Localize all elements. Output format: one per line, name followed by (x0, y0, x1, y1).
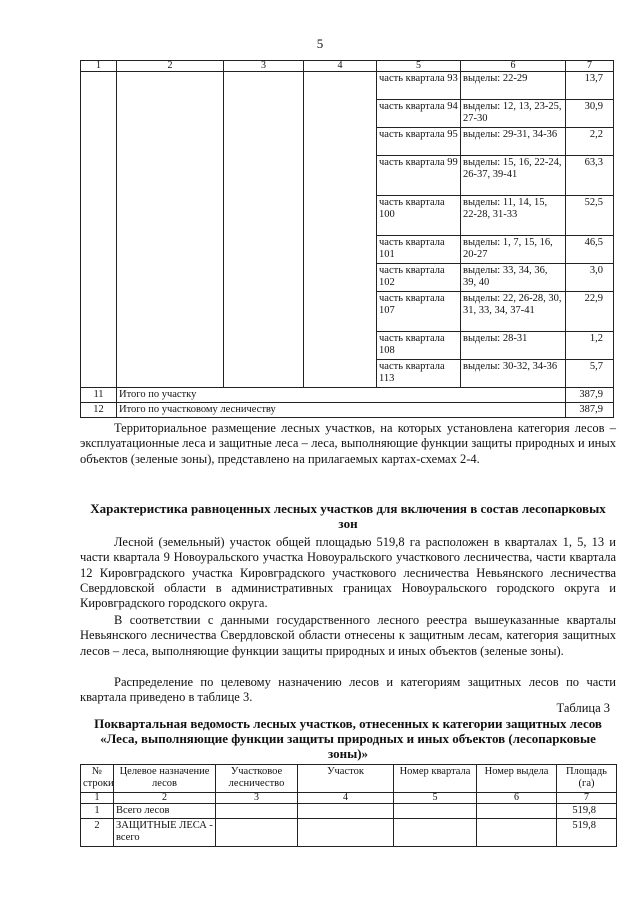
empty-cell (477, 804, 557, 819)
empty-cell (216, 804, 298, 819)
empty-cell (81, 72, 117, 388)
column-header: № строки (81, 765, 114, 793)
paragraph-land-plot: Лесной (земельный) участок общей площадью 519,8 га расположен в кварталах 1, 5, 13 и части квартала 9 Новоуральского участка Новоуральского участкового лесничества, части квартала 12 Кировградского участка Кировградского участкового лесничества Невьянского лесничества Свердловской области в административных границах Новоуральского городского округа и Кировградского городского округа. (80, 535, 616, 611)
total-row (81, 403, 614, 418)
quarter-cell: часть квартала 93 (377, 72, 461, 100)
total-area: 387,9 (566, 403, 614, 418)
area-cell: 519,8 (557, 819, 617, 847)
table-title: Поквартальная ведомость лесных участков, отнесенных к категории защитных лесов «Леса, выполняющие функции защиты природных и иных объектов (лесопарковые зоны)» (94, 716, 602, 761)
plots-cell: выделы: 22, 26-28, 30, 31, 33, 34, 37-41 (461, 292, 566, 332)
paragraph-territorial-placement: Территориальное размещение лесных участков, на которых установлена категория лесов – эксплуатационные леса и защитные леса – леса, выполняющие функции защиты природных и иных объектов (зеленые зоны), представлено на прилагаемых картах-схемах 2-4. (80, 421, 616, 466)
column-number: 5 (394, 793, 477, 804)
area-cell: 5,7 (566, 360, 614, 388)
column-number: 7 (566, 61, 614, 72)
area-cell: 52,5 (566, 196, 614, 236)
empty-cell (477, 819, 557, 847)
table-caption-number: Таблица 3 (556, 701, 610, 715)
table-header-row (81, 61, 614, 72)
page-number: 5 (316, 36, 324, 51)
area-cell: 63,3 (566, 156, 614, 196)
column-number: 6 (461, 61, 566, 72)
quarter-cell: часть квартала 99 (377, 156, 461, 196)
empty-cell (117, 72, 224, 388)
empty-cell (216, 819, 298, 847)
quarterly-statement-table (80, 764, 617, 847)
plots-cell: выделы: 15, 16, 22-24, 26-37, 39-41 (461, 156, 566, 196)
total-label: Итого по участковому лесничеству (117, 403, 566, 418)
plots-cell: выделы: 11, 14, 15, 22-28, 31-33 (461, 196, 566, 236)
column-header: Номер квартала (394, 765, 477, 793)
column-number: 3 (224, 61, 304, 72)
column-header: Номер выдела (477, 765, 557, 793)
empty-cell (298, 804, 394, 819)
table-row (81, 804, 617, 819)
paragraph-forest-registry: В соответствии с данными государственного лесного реестра вышеуказанные кварталы Невьянского лесничества Свердловской области отнесены к защитным лесам, категория защитных лесов – леса, выполняющие функции защиты природных и иных объектов (зеленые зоны). (80, 613, 616, 658)
quarter-cell: часть квартала 100 (377, 196, 461, 236)
quarter-cell: часть квартала 113 (377, 360, 461, 388)
area-cell: 30,9 (566, 100, 614, 128)
empty-cell (394, 819, 477, 847)
area-cell: 3,0 (566, 264, 614, 292)
quarter-cell: часть квартала 102 (377, 264, 461, 292)
column-number: 1 (81, 61, 117, 72)
empty-cell (298, 819, 394, 847)
column-number: 6 (477, 793, 557, 804)
column-header: Участковое лесничество (216, 765, 298, 793)
row-number: 2 (81, 819, 114, 847)
table-header-row (81, 765, 617, 793)
plots-cell: выделы: 30-32, 34-36 (461, 360, 566, 388)
area-cell: 22,9 (566, 292, 614, 332)
total-row (81, 388, 614, 403)
total-label: Итого по участку (117, 388, 566, 403)
row-number: 1 (81, 804, 114, 819)
column-number: 1 (81, 793, 114, 804)
plots-cell: выделы: 33, 34, 36, 39, 40 (461, 264, 566, 292)
purpose-cell: ЗАЩИТНЫЕ ЛЕСА - всего (114, 819, 216, 847)
column-number: 5 (377, 61, 461, 72)
quarter-cell: часть квартала 94 (377, 100, 461, 128)
quarter-cell: часть квартала 107 (377, 292, 461, 332)
paragraph-distribution: Распределение по целевому назначению лесов и категориям защитных лесов по части квартала приведено в таблице 3. (80, 675, 616, 705)
quarter-cell: часть квартала 95 (377, 128, 461, 156)
table-row (81, 72, 614, 100)
quarter-cell: часть квартала 108 (377, 332, 461, 360)
plots-cell: выделы: 29-31, 34-36 (461, 128, 566, 156)
area-cell: 13,7 (566, 72, 614, 100)
forest-plots-table (80, 60, 614, 418)
section-heading: Характеристика равноценных лесных участков для включения в состав лесопарковых зон (90, 501, 606, 531)
table-row (81, 819, 617, 847)
quarter-cell: часть квартала 101 (377, 236, 461, 264)
purpose-cell: Всего лесов (114, 804, 216, 819)
column-number: 2 (117, 61, 224, 72)
row-number: 12 (81, 403, 117, 418)
area-cell: 46,5 (566, 236, 614, 264)
area-cell: 1,2 (566, 332, 614, 360)
empty-cell (394, 804, 477, 819)
column-number: 3 (216, 793, 298, 804)
area-cell: 519,8 (557, 804, 617, 819)
row-number: 11 (81, 388, 117, 403)
total-area: 387,9 (566, 388, 614, 403)
column-header: Целевое назначение лесов (114, 765, 216, 793)
column-number: 4 (304, 61, 377, 72)
column-number: 4 (298, 793, 394, 804)
column-number: 2 (114, 793, 216, 804)
plots-cell: выделы: 28-31 (461, 332, 566, 360)
area-cell: 2,2 (566, 128, 614, 156)
column-header: Площадь (га) (557, 765, 617, 793)
column-number: 7 (557, 793, 617, 804)
plots-cell: выделы: 22-29 (461, 72, 566, 100)
column-header: Участок (298, 765, 394, 793)
empty-cell (304, 72, 377, 388)
plots-cell: выделы: 1, 7, 15, 16, 20-27 (461, 236, 566, 264)
plots-cell: выделы: 12, 13, 23-25, 27-30 (461, 100, 566, 128)
column-numbers-row (81, 793, 617, 804)
empty-cell (224, 72, 304, 388)
